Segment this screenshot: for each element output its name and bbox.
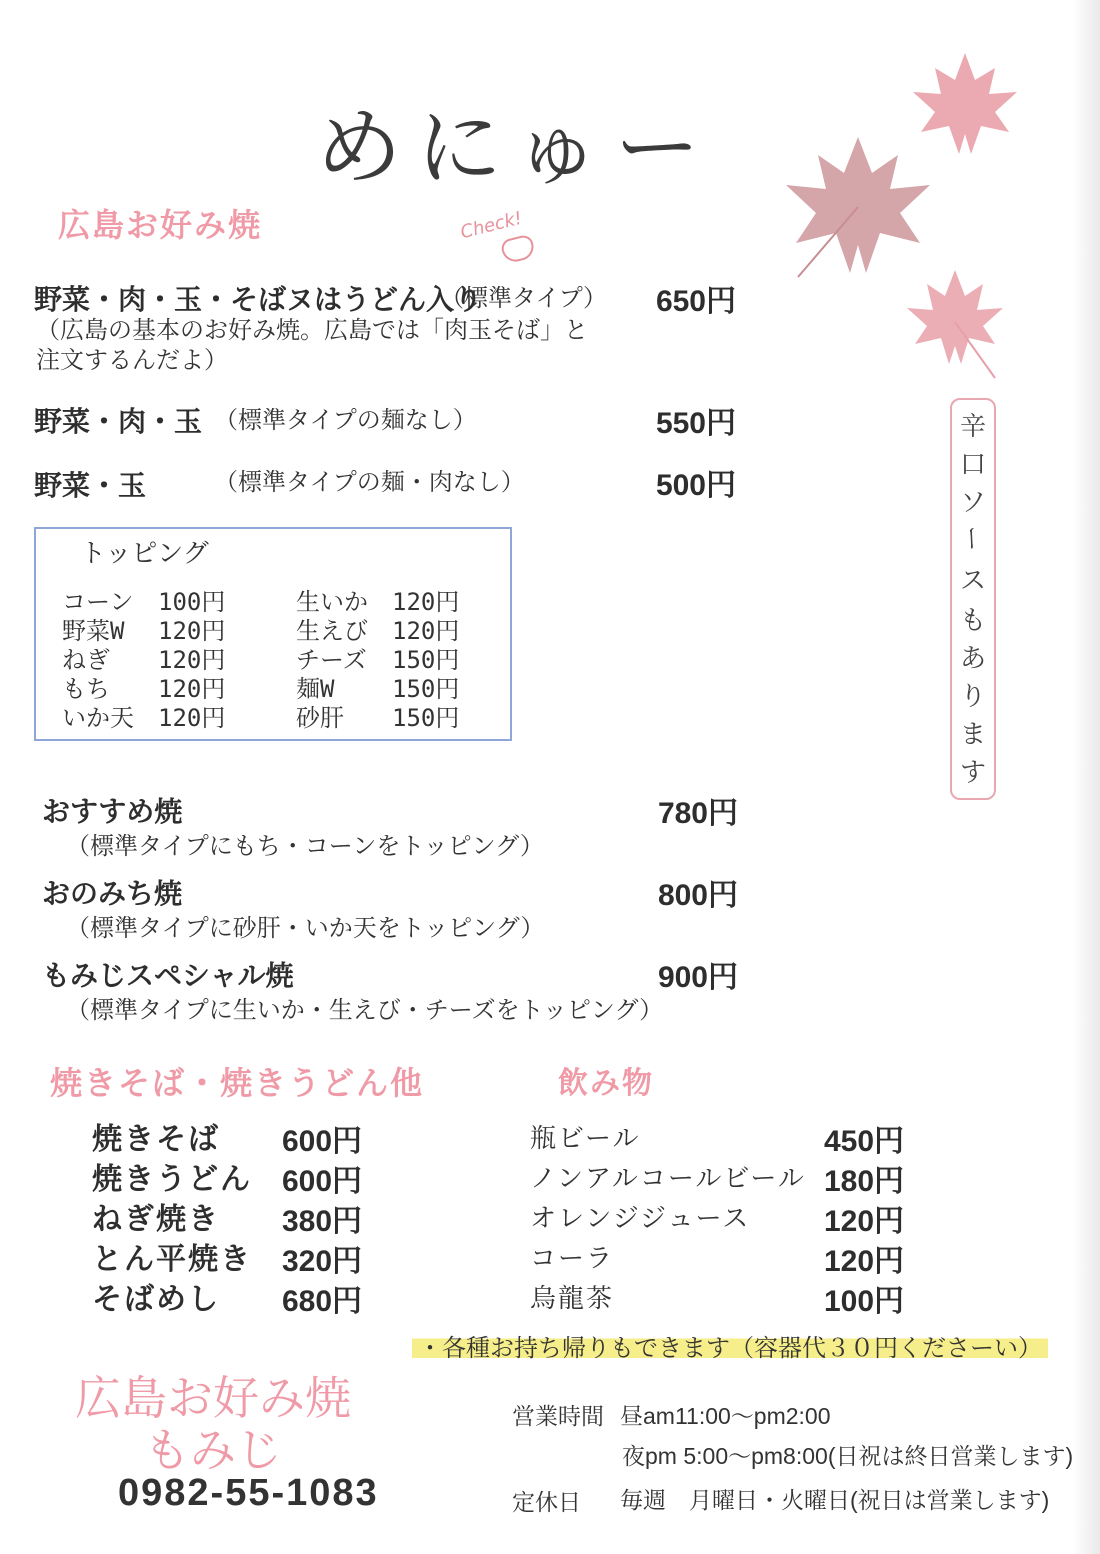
check-badge: Check! [458, 207, 525, 244]
yakisoba-item-name: とん平焼き [92, 1242, 252, 1277]
shop-phone: 0982-55-1083 [118, 1472, 379, 1514]
vertical-note-char: ま [959, 720, 986, 750]
topping-price: 120円 [158, 675, 226, 703]
section-heading-drinks: 飲み物 [558, 1066, 654, 1101]
vertical-note-char: ス [959, 566, 986, 596]
topping-price: 120円 [158, 646, 226, 674]
vertical-note-char: 辛 [959, 412, 986, 442]
menu-item-name: 野菜・肉・玉・そばヌはうどん入り [34, 283, 483, 316]
topping-name: 生えび [296, 617, 368, 645]
yakisoba-item-name: ねぎ焼き [92, 1202, 220, 1237]
drink-item-price: 450円 [824, 1125, 905, 1158]
topping-row [62, 698, 225, 733]
closed-value: 毎週 月曜日・火曜日(祝日は営業します) [620, 1487, 1050, 1513]
topping-name: チーズ [296, 646, 367, 674]
special-item-price: 900円 [657, 961, 738, 994]
yakisoba-item-name: 焼きうどん [92, 1162, 252, 1197]
topping-price: 150円 [392, 675, 460, 703]
special-item-name: おのみち焼 [42, 877, 183, 910]
closed-label: 定休日 [512, 1489, 581, 1515]
drink-item-name: コーラ [530, 1244, 615, 1274]
topping-name: ねぎ [62, 646, 110, 674]
drink-item-name: オレンジジュース [530, 1204, 751, 1234]
yakisoba-item-name: そばめし [92, 1282, 220, 1317]
topping-price: 100円 [158, 588, 226, 616]
topping-name: いか天 [62, 704, 134, 732]
topping-price: 120円 [158, 617, 226, 645]
menu-item-note: （標準タイプ） [440, 284, 608, 312]
yakisoba-item-price: 380円 [282, 1205, 363, 1238]
drink-item-price: 100円 [824, 1285, 905, 1318]
yakisoba-item-price: 320円 [282, 1245, 363, 1278]
menu-item-price: 550円 [655, 407, 736, 440]
menu-item-name: 野菜・肉・玉 [34, 405, 203, 438]
yakisoba-item-name: 焼きそば [92, 1122, 220, 1157]
topping-price: 150円 [392, 646, 460, 674]
topping-row [296, 698, 459, 733]
vertical-note-char: ー [955, 525, 986, 552]
vertical-note-char: 口 [959, 450, 986, 480]
shop-name-line1: 広島お好み焼 [75, 1371, 351, 1425]
menu-item-name: 野菜・玉 [34, 469, 147, 502]
special-item-desc: （標準タイプに砂肝・いか天をトッピング） [66, 914, 545, 942]
topping-name: 生いか [296, 588, 368, 616]
topping-title: トッピング [80, 539, 209, 569]
drink-item-price: 120円 [824, 1205, 905, 1238]
vertical-note-char: も [959, 606, 986, 636]
topping-name: もち [62, 675, 110, 703]
drink-item-name: 烏龍茶 [530, 1284, 615, 1314]
special-item-price: 780円 [657, 797, 738, 830]
section-heading-okonomiyaki: 広島お好み焼 [58, 206, 263, 244]
menu-item-note: （標準タイプの麺・肉なし） [214, 468, 525, 496]
drink-item-name: 瓶ビール [530, 1124, 641, 1154]
special-item-desc: （標準タイプに生いか・生えび・チーズをトッピング） [66, 996, 664, 1024]
takeout-note: ・各種お持ち帰りもできます（容器代３０円くださーい） [412, 1328, 1048, 1363]
vertical-note-char: あ [959, 644, 986, 674]
page-title: めにゅー [316, 98, 715, 198]
vertical-note-char: ソ [959, 488, 986, 518]
special-item-price: 800円 [657, 879, 738, 912]
special-item-name: もみじスペシャル焼 [42, 959, 294, 992]
menu-item-price: 650円 [655, 285, 736, 318]
hours-label: 営業時間 [512, 1403, 604, 1429]
hours-day: 昼am11:00～pm2:00 [620, 1403, 831, 1429]
section-heading-yakisoba: 焼きそば・焼きうどん他 [50, 1064, 425, 1102]
page-edge [1072, 0, 1100, 1554]
topping-name: 野菜W [62, 617, 125, 645]
hours-night: 夜pm 5:00～pm8:00(日祝は終日営業します) [622, 1443, 1074, 1469]
special-item-name: おすすめ焼 [42, 795, 183, 828]
shop-name-line2: もみじ [144, 1423, 282, 1477]
vertical-note-char: り [959, 682, 986, 712]
special-item-desc: （標準タイプにもち・コーンをトッピング） [66, 832, 544, 860]
topping-price: 120円 [392, 588, 460, 616]
topping-name: コーン [62, 588, 134, 616]
maple-leaf-icon [778, 132, 938, 282]
vertical-note-char: す [959, 758, 986, 788]
menu-item-price: 500円 [655, 469, 736, 502]
menu-item-desc: （広島の基本のお好み焼。広島では「肉玉そば」と [36, 316, 588, 344]
maple-leaf-icon [900, 262, 1010, 382]
topping-price: 120円 [158, 704, 226, 732]
topping-price: 120円 [392, 617, 460, 645]
topping-name: 麺W [296, 675, 335, 703]
yakisoba-item-price: 600円 [282, 1125, 363, 1158]
drink-item-price: 120円 [824, 1245, 905, 1278]
menu-item-desc: 注文するんだよ） [36, 346, 228, 374]
drink-item-name: ノンアルコールビール [530, 1164, 806, 1194]
topping-price: 150円 [392, 704, 460, 732]
yakisoba-item-price: 680円 [282, 1285, 363, 1318]
topping-name: 砂肝 [296, 704, 344, 732]
drink-item-price: 180円 [824, 1165, 905, 1198]
yakisoba-item-price: 600円 [282, 1165, 363, 1198]
menu-item-note: （標準タイプの麺なし） [214, 406, 477, 434]
heart-icon [500, 233, 537, 264]
